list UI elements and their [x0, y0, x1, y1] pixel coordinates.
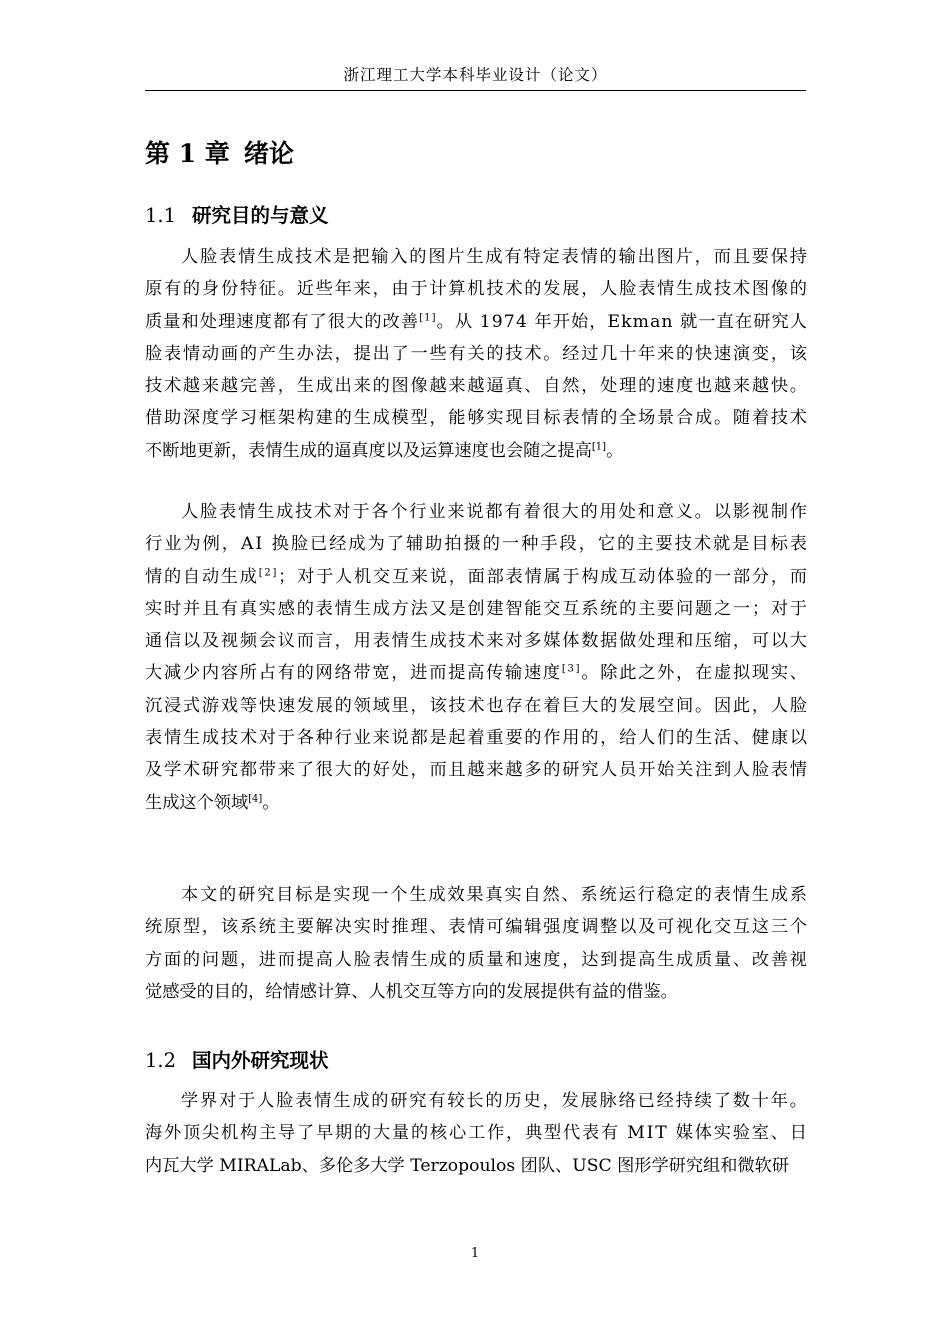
text-line: [145, 625, 807, 657]
text-line: [145, 944, 807, 976]
text-run: 本文的研究目标是实现一个生成效果真实自然、系统运行稳定的表情生成系: [181, 885, 809, 905]
text-run: 质量和处理速度都有了很大的改善: [145, 311, 420, 332]
text-line: [145, 241, 807, 273]
citation-marker: [1]: [591, 441, 607, 453]
text-run: 人脸表情生成技术对于各个行业来说都有着很大的用处和意义。以影视制作: [181, 502, 809, 522]
text-run: 不断地更新，表情生成的逼真度以及运算速度也会随之提高: [145, 440, 592, 461]
text-run: 表情生成技术对于各种行业来说都是起着重要的作用的，给人们的生活、健康以: [145, 728, 809, 749]
text-run: 觉感受的目的，给情感计算、人机交互等方向的发展提供有益的借鉴。: [145, 981, 678, 1002]
text-line: [145, 593, 807, 625]
text-run: 情的自动生成: [145, 566, 259, 587]
text-run: 。从 1974 年开始，Ekman 就一直在研究人: [436, 311, 809, 332]
text-line: [145, 338, 807, 370]
text-run: 借助深度学习框架构建的生成模型，能够实现目标表情的全场景合成。随着技术: [145, 408, 809, 429]
text-run: 实时并且有真实感的表情生成方法又是创建智能交互系统的主要问题之一；对于: [145, 598, 809, 619]
citation-marker: [3]: [561, 663, 582, 675]
text-line: [145, 306, 807, 338]
text-run: 海外顶尖机构主导了早期的大量的核心工作，典型代表有 MIT 媒体实验室、日: [145, 1123, 809, 1144]
text-line: [145, 722, 807, 754]
text-line: [145, 657, 807, 689]
text-run: 。除此之外，在虚拟现实、: [581, 663, 809, 684]
text-line: [145, 754, 807, 786]
text-line: [145, 911, 807, 943]
text-line: [145, 435, 807, 467]
text-run: 。: [606, 440, 624, 461]
text-run: 。: [262, 792, 280, 813]
text-run: 生成这个领域: [145, 792, 249, 813]
text-run: 技术越来越完善，生成出来的图像越来越逼真、自然，处理的速度也越来越快。: [145, 376, 809, 397]
citation-marker: [4]: [248, 792, 263, 804]
text-run: 统原型，该系统主要解决实时推理、表情可编辑强度调整以及可视化交互这三个: [145, 917, 809, 938]
chapter-heading: [145, 134, 294, 174]
text-run: 行业为例，AI 换脸已经成为了辅助拍摄的一种手段，它的主要技术就是目标表: [145, 534, 810, 555]
text-run: 原有的身份特征。近些年来，由于计算机技术的发展，人脸表情生成技术图像的: [145, 279, 809, 300]
paragraph: [145, 1085, 807, 1182]
section-heading: [145, 1046, 329, 1076]
page-number: 1: [470, 1246, 480, 1261]
text-run: 内瓦大学 MIRALab、多伦多大学 Terzopoulos 团队、USC 图形学研究组和微软研: [145, 1155, 789, 1176]
text-line: [145, 528, 810, 560]
text-line: [145, 976, 807, 1008]
citation-marker: [1]: [419, 311, 437, 323]
citation-marker: [2]: [258, 566, 279, 578]
section-title: 国内外研究现状: [192, 1049, 329, 1072]
text-line: [145, 370, 807, 402]
section-heading: [145, 201, 329, 231]
section-title: 研究目的与意义: [192, 204, 329, 227]
text-run: 人脸表情生成技术是把输入的图片生成有特定表情的输出图片，而且要保持: [181, 247, 809, 267]
text-run: 学界对于人脸表情生成的研究有较长的历史，发展脉络已经持续了数十年。: [181, 1091, 809, 1111]
text-line: [145, 1150, 807, 1182]
text-run: 通信以及视频会议而言，用表情生成技术来对多媒体数据做处理和压缩，可以大: [145, 631, 809, 652]
header-rule: [145, 90, 806, 91]
text-line: [145, 787, 807, 819]
section-number: 1.1: [145, 204, 177, 227]
text-line: [145, 561, 807, 593]
text-run: 及学术研究都带来了很大的好处，而且越来越多的研究人员开始关注到人脸表情: [145, 760, 809, 781]
text-line: [145, 496, 807, 528]
text-line: [145, 1085, 807, 1117]
chapter-number: 第 1 章: [145, 139, 230, 168]
text-run: 脸表情动画的产生办法，提出了一些有关的技术。经过几十年来的快速演变，该: [145, 343, 809, 364]
text-line: [145, 273, 807, 305]
chapter-title: 绪论: [243, 139, 294, 168]
text-line: [145, 690, 807, 722]
paragraph: [145, 496, 810, 819]
paragraph: [145, 241, 807, 467]
text-line: [145, 879, 807, 911]
text-line: [145, 1117, 807, 1149]
running-header: 浙江理工大学本科毕业设计（论文）: [343, 66, 608, 84]
paragraph: [145, 879, 807, 1008]
text-run: 沉浸式游戏等快速发展的领域里，该技术也存在着巨大的发展空间。因此，人脸: [145, 695, 809, 716]
section-number: 1.2: [145, 1049, 177, 1072]
text-line: [145, 402, 807, 434]
text-run: 大减少内容所占有的网络带宽，进而提高传输速度: [145, 663, 562, 684]
text-run: 方面的问题，进而提高人脸表情生成的质量和速度，达到提高生成质量、改善视: [145, 949, 809, 970]
text-run: ；对于人机交互来说，面部表情属于构成互动体验的一部分，而: [278, 566, 809, 587]
